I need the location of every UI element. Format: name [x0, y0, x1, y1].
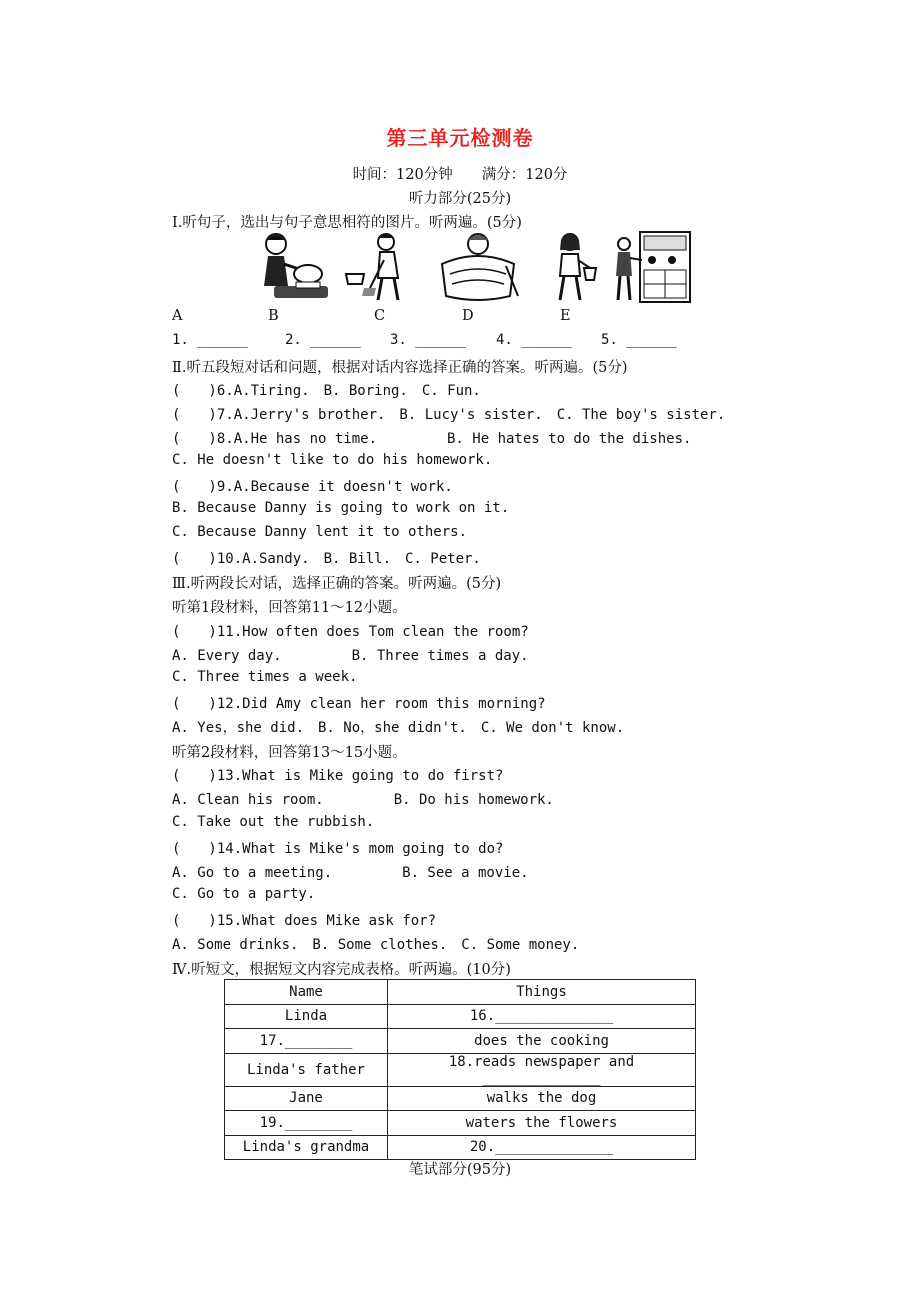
- boy-washing-dishes-picture: [254, 230, 332, 304]
- table-cell-name[interactable]: 17.________: [225, 1029, 388, 1054]
- question-line: A. Every day. B. Three times a day.: [172, 648, 529, 664]
- part4-instruction: Ⅳ.听短文，根据短文内容完成表格。听两遍。(10分): [172, 962, 511, 978]
- table-cell-name: Jane: [225, 1086, 388, 1111]
- table-cell-things: walks the dog: [388, 1086, 696, 1111]
- girl-with-bucket-picture: [548, 230, 600, 304]
- question-line: B. Because Danny is going to work on it.: [172, 500, 510, 516]
- written-section-heading: 笔试部分(95分): [408, 1162, 512, 1178]
- question-line: C. Three times a week.: [172, 669, 358, 685]
- table-cell-things[interactable]: 20.______________: [388, 1135, 696, 1160]
- material-heading: 听第1段材料，回答第11～12小题。: [172, 600, 407, 616]
- question-line: ( )9.A.Because it doesn't work.: [172, 479, 453, 495]
- question-line: ( )11.How often does Tom clean the room?: [172, 624, 529, 640]
- question-line: C. Because Danny lent it to others.: [172, 524, 468, 540]
- question-line: ( )7.A.Jerry's brother. B. Lucy's sister. C. The boy's sister.: [172, 407, 726, 423]
- question-line: A. Go to a meeting. B. See a movie.: [172, 865, 529, 881]
- table-cell-things: waters the flowers: [388, 1111, 696, 1136]
- table-row: [225, 1029, 696, 1054]
- question-line: ( )14.What is Mike's mom going to do?: [172, 841, 504, 857]
- table-row: [225, 1111, 696, 1136]
- table-cell-things[interactable]: 18.reads newspaper and ______________: [388, 1053, 696, 1086]
- table-header-name: Name: [225, 980, 388, 1005]
- part2-instruction: Ⅱ.听五段短对话和问题，根据对话内容选择正确的答案。听两遍。(5分): [172, 360, 628, 376]
- answer-blank-2[interactable]: 2. ______: [285, 332, 361, 348]
- picture-label-a: A: [172, 308, 183, 324]
- table-row: [225, 1135, 696, 1160]
- table-cell-things: does the cooking: [388, 1029, 696, 1054]
- table-cell-name[interactable]: 19.________: [225, 1111, 388, 1136]
- question-line: C. He doesn't like to do his homework.: [172, 452, 493, 468]
- answer-blank-1[interactable]: 1. ______: [172, 332, 248, 348]
- listening-section-heading: 听力部分(25分): [408, 191, 512, 207]
- question-line: ( )8.A.He has no time. B. He hates to do the dishes.: [172, 431, 692, 447]
- answer-blank-5[interactable]: 5. ______: [601, 332, 677, 348]
- picture-label-c: C: [374, 308, 386, 324]
- time-info: 时间：120分钟 满分：120分: [352, 167, 568, 183]
- picture-label-e: E: [560, 308, 571, 324]
- kitchen-cooking-picture: [606, 230, 694, 304]
- material-heading: 听第2段材料，回答第13～15小题。: [172, 745, 407, 761]
- question-line: ( )6.A.Tiring. B. Boring. C. Fun.: [172, 383, 481, 399]
- question-line: C. Take out the rubbish.: [172, 814, 375, 830]
- answer-blank-3[interactable]: 3. ______: [390, 332, 466, 348]
- table-row: [225, 1086, 696, 1111]
- question-line: ( )13.What is Mike going to do first?: [172, 768, 504, 784]
- question-line: A. Yes，she did. B. No，she didn't. C. We don't know.: [172, 720, 625, 736]
- question-line: A. Some drinks. B. Some clothes. C. Some money.: [172, 937, 580, 953]
- table-row: [225, 1053, 696, 1086]
- question-line: A. Clean his room. B. Do his homework.: [172, 792, 554, 808]
- table-cell-name: Linda's father: [225, 1053, 388, 1086]
- picture-label-d: D: [462, 308, 474, 324]
- part1-instruction: Ⅰ.听句子，选出与句子意思相符的图片。听两遍。(5分): [172, 215, 522, 231]
- table-header-row: [225, 980, 696, 1005]
- person-folding-clothes-picture: [434, 230, 524, 304]
- question-line: ( )12.Did Amy clean her room this morning?: [172, 696, 546, 712]
- table-cell-things[interactable]: 16.______________: [388, 1004, 696, 1029]
- table-cell-name: Linda: [225, 1004, 388, 1029]
- question-line: ( )10.A.Sandy. B. Bill. C. Peter.: [172, 551, 481, 567]
- exam-title: 第三单元检测卷: [386, 126, 534, 150]
- boy-sweeping-floor-picture: [344, 230, 418, 304]
- table-cell-name: Linda's grandma: [225, 1135, 388, 1160]
- question-line: C. Go to a party.: [172, 886, 316, 902]
- part3-instruction: Ⅲ.听两段长对话，选择正确的答案。听两遍。(5分): [172, 576, 502, 592]
- question-line: ( )15.What does Mike ask for?: [172, 913, 437, 929]
- answer-table: [224, 979, 696, 1160]
- answer-blank-4[interactable]: 4. ______: [496, 332, 572, 348]
- picture-row: [248, 230, 698, 306]
- picture-label-b: B: [268, 308, 279, 324]
- table-row: [225, 1004, 696, 1029]
- table-header-things: Things: [388, 980, 696, 1005]
